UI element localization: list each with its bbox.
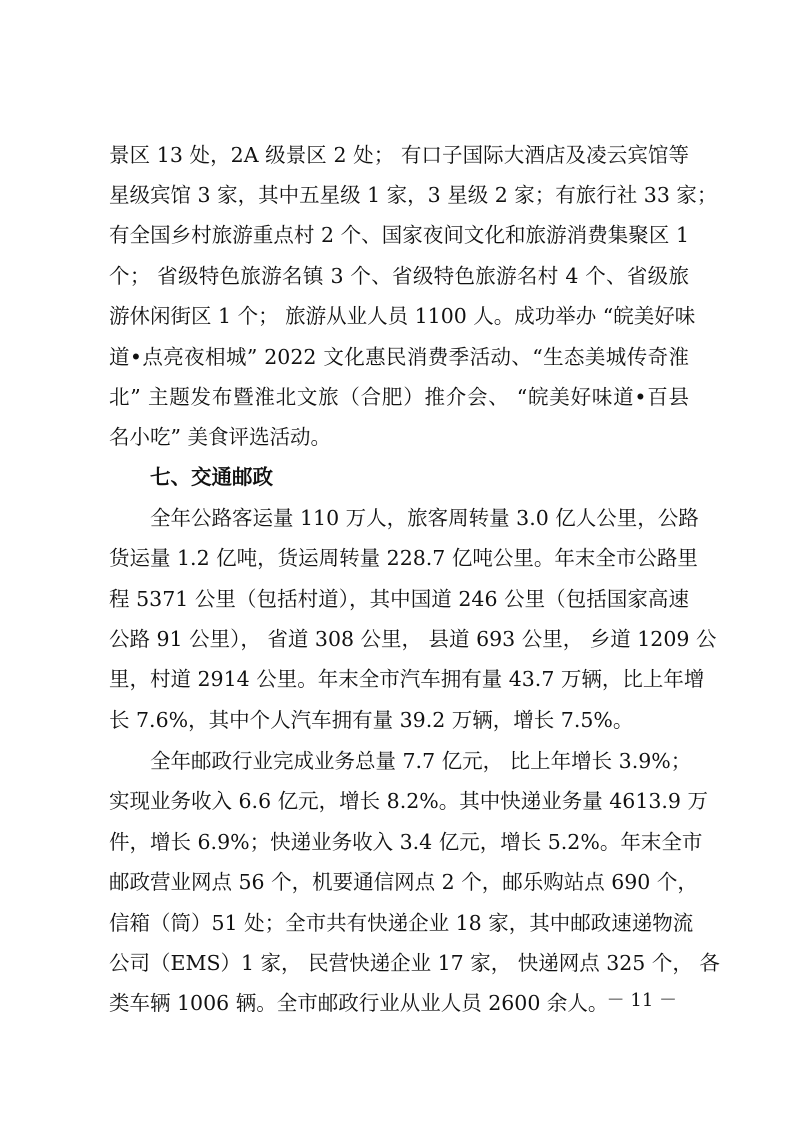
text-line: 件，增长 6.9%；快递业务收入 3.4 亿元，增长 5.2%。年末全市 xyxy=(109,830,703,854)
text-line: 货运量 1.2 亿吨，货运周转量 228.7 亿吨公里。年末全市公路里 xyxy=(109,546,698,570)
text-line: 全年公路客运量 110 万人，旅客周转量 3.0 亿人公里，公路 xyxy=(150,506,699,530)
text-line: 星级宾馆 3 家，其中五星级 1 家，3 星级 2 家；有旅行社 33 家； xyxy=(109,183,718,207)
text-line: 个； 省级特色旅游名镇 3 个、省级特色旅游名村 4 个、省级旅 xyxy=(109,264,689,288)
text-line: 程 5371 公里（包括村道），其中国道 246 公里（包括国家高速 xyxy=(109,587,689,611)
text-line: 道•点亮夜相城” 2022 文化惠民消费季活动、“生态美城传奇淮 xyxy=(109,345,689,369)
text-line: 实现业务收入 6.6 亿元，增长 8.2%。其中快递业务量 4613.9 万 xyxy=(109,789,708,813)
text-line: 公司（EMS）1 家， 民营快递企业 17 家， 快递网点 325 个， 各 xyxy=(109,951,720,975)
text-line: 游休闲街区 1 个； 旅游从业人员 1100 人。成功举办 “皖美好味 xyxy=(109,304,696,328)
text-line: 景区 13 处，2A 级景区 2 处； 有口子国际大酒店及凌云宾馆等 xyxy=(109,143,689,167)
text-line: 全年邮政行业完成业务总量 7.7 亿元， 比上年增长 3.9%； xyxy=(150,749,692,773)
text-line: 有全国乡村旅游重点村 2 个、国家夜间文化和旅游消费集聚区 1 xyxy=(109,223,689,247)
text-line: 长 7.6%，其中个人汽车拥有量 39.2 万辆，增长 7.5%。 xyxy=(109,708,634,732)
text-line: 名小吃” 美食评选活动。 xyxy=(109,425,331,449)
section-heading: 七、交通邮政 xyxy=(150,465,273,489)
page-number: － 11 － xyxy=(606,990,677,1011)
text-line: 类车辆 1006 辆。全市邮政行业从业人员 2600 余人。 xyxy=(109,991,609,1015)
text-line: 公路 91 公里）， 省道 308 公里， 县道 693 公里， 乡道 1209 公 xyxy=(109,627,717,651)
text-line: 里，村道 2914 公里。年末全市汽车拥有量 43.7 万辆，比上年增 xyxy=(109,667,705,691)
text-line: 北” 主题发布暨淮北文旅（合肥）推介会、 “皖美好味道•百县 xyxy=(109,385,689,409)
text-line: 信箱（筒）51 处；全市共有快递企业 18 家，其中邮政速递物流 xyxy=(109,911,694,935)
text-line: 邮政营业网点 56 个，机要通信网点 2 个，邮乐购站点 690 个， xyxy=(109,870,698,894)
